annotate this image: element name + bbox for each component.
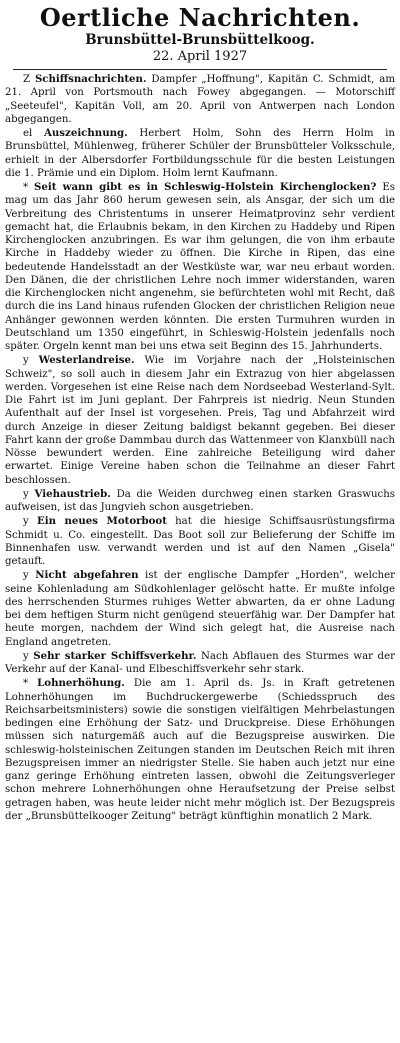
article-heading: Seit wann gibt es in Schleswig-Holstein Kirchenglocken? xyxy=(34,181,377,193)
article-marker: y xyxy=(23,516,29,528)
article-marker: Z xyxy=(23,74,31,85)
article-body: Es mag um das Jahr 860 herum gewesen sein, als Ansgar, der sich um die Verbreitung des Christentums in unserer Heimatprovinz sehr verdient gemacht hat, die Erlaubnis bekam, in den Kirchen zu Haddeby und Ripen Kirchenglocken anzubringen. Es war ihm gelungen, die von ihm erbaute Kirche in Haddeby wieder zu öffnen. Die Kirche in Ripen, das eine bedeutende Handelsstadt an der Westküste war, war neu erbaut worden. Den Dänen, die der christlichen Lehre noch immer widerstanden, waren die Kirchenglocken nicht angenehm, sie befürchteten wohl mit Recht, daß durch die ins Land hinaus rufenden Glocken der christlichen Religion neue Anhänger gewonnen werden könnten. Die ersten Turmuhren wurden in Deutschland um 1350 eingeführt, in Schleswig-Holstein jedenfalls noch später. Orgeln kennt man bei uns etwa seit Beginn des 15. Jahrhunderts. xyxy=(5,182,395,352)
article-body: Nach Abflauen des Sturmes war der Verkehr auf der Kanal- und Elbeschiffsverkehr sehr stark. xyxy=(5,650,395,675)
article-heading: Nicht abgefahren xyxy=(35,569,139,582)
issue-date: 22. April 1927 xyxy=(152,49,248,64)
article-body: Herbert Holm, Sohn des Herrn Holm in Brunsbüttel, Mühlenweg, früherer Schüler der Brunsbütteler Volksschule, erhielt in der Albersdorfer Fortbildungsschule für die besten Leistungen die 1. Prämie und ein Diplom. Holm lernt Kaufmann. xyxy=(5,128,395,179)
news-article xyxy=(5,73,395,126)
article-heading: Westerlandreise. xyxy=(38,354,135,367)
news-article xyxy=(5,181,395,353)
article-heading: Auszeichnung. xyxy=(44,127,128,139)
news-article xyxy=(5,354,395,487)
news-article xyxy=(5,677,395,823)
article-body: Dampfer „Hoffnung", Kapitän C. Schmidt, am 21. April von Portsmouth nach Fowey abgegangen. — Motorschiff „Seeteufel", Kapitän Voll, am 20. April von Antwerpen nach London abgegangen. xyxy=(5,74,395,125)
article-heading: Viehaustrieb. xyxy=(34,487,111,500)
header-rule xyxy=(13,69,387,70)
article-marker: y xyxy=(23,570,29,582)
article-body: Da die Weiden durchweg einen starken Graswuchs aufweisen, ist das Jungvieh schon ausgetrieben. xyxy=(5,488,396,513)
article-body: ist der englische Dampfer „Horden", welcher seine Kohlenladung am Südkohlenlager gelöscht hatte. Er mußte infolge des herrschenden Sturmes ruhiges Wetter abwarten, da er ohne Ladung bei dem heftigen Sturm nicht genügend steuerfähig war. Der Dampfer hat heute morgen, nachdem der Wind sich gelegt hat, die Ausreise nach England angetreten. xyxy=(5,570,395,648)
news-article xyxy=(5,650,395,677)
news-article xyxy=(5,569,395,649)
locality-subtitle: Brunsbüttel-Brunsbüttelkoog. xyxy=(85,32,315,48)
article-heading: Lohnerhöhung. xyxy=(37,677,125,690)
article-marker: * xyxy=(23,182,29,193)
article-list xyxy=(5,73,395,823)
article-heading: Schiffsnachrichten. xyxy=(34,73,147,85)
article-body: Wie im Vorjahre nach der „Holsteinischen Schweiz", so soll auch in diesem Jahr ein Extrazug von hier abgelassen werden. Vorgesehen ist eine Reise nach dem Nordseebad Westerland-Sylt. Die Fahrt ist im Juni geplant. Der Fahrpreis ist niedrig. Neun Stunden Aufenthalt auf der Insel ist vorgesehen. Preis, Tag und Abfahrzeit wird durch Anzeige in dieser Zeitung baldigst bekannt gegeben. Bei dieser Fahrt kann der große Dammbau durch das Wattenmeer von Klanxbüll nach Nösse bewundert werden. Eine zahlreiche Beteiligung wird daher erwartet. Einige Vereine haben schon die Teilnahme an dieser Fahrt beschlossen. xyxy=(5,355,395,486)
article-marker: y xyxy=(23,355,29,367)
news-article xyxy=(5,127,395,180)
article-marker: el xyxy=(23,128,33,139)
article-body: Die am 1. April ds. Js. in Kraft getretenen Lohnerhöhungen im Buchdruckergewerbe (Schiedsspruch des Reichsarbeitsministers) sowie die sonstigen vielfältigen Mehrbelastungen bedingen eine Erhöhung der Satz- und Druckpreise. Diese Erhöhungen müssen sich naturgemäß auch auf die Bezugspreise auswirken. Die schleswig-holsteinischen Zeitungen standen im Deutschen Reich mit ihren Bezugspreisen immer an niedrigster Stelle. Sie haben auch jetzt nur eine ganz geringe Erhöhung eintreten lassen, obwohl die Zeitungsverleger schon mehrere Lohnerhöhungen ohne Heraufsetzung der Preise selbst getragen haben, was heute leider nicht mehr möglich ist. Der Bezugspreis der „Brunsbüttelkooger Zeitung" beträgt künftighin monatlich 2 Mark. xyxy=(5,678,395,822)
news-article xyxy=(5,488,395,515)
article-body: hat die hiesige Schiffsausrüstungsfirma Schmidt u. Co. eingestellt. Das Boot soll zur Belieferung der Schiffe im Binnenhafen usw. verwandt werden und ist auf den Namen „Gisela" getauft. xyxy=(5,516,395,567)
article-marker: y xyxy=(23,488,29,500)
article-heading: Sehr starker Schiffsverkehr. xyxy=(33,649,197,662)
section-title: Oertliche Nachrichten. xyxy=(39,3,361,32)
article-marker: * xyxy=(23,678,29,690)
news-article xyxy=(5,515,395,568)
article-marker: y xyxy=(23,650,29,662)
article-heading: Ein neues Motorboot xyxy=(36,515,167,528)
